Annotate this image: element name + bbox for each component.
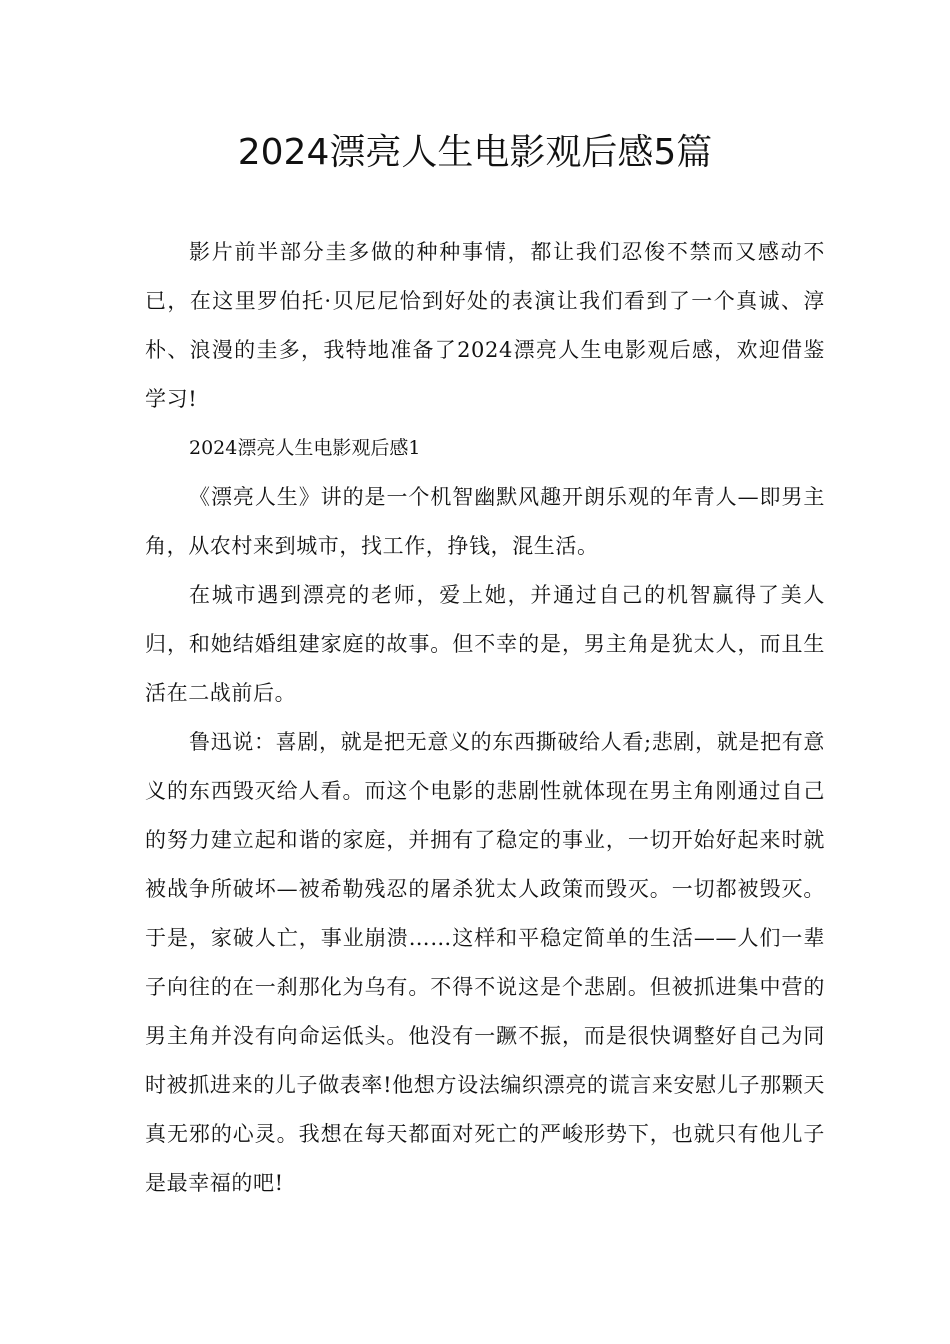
body-paragraph: 鲁迅说：喜剧，就是把无意义的东西撕破给人看;悲剧，就是把有意义的东西毁灭给人看。而这个电影的悲剧性就体现在男主角刚通过自己的努力建立起和谐的家庭，并拥有了稳定的事业，一切开始好起来时就被战争所破坏—被希勒残忍的屠杀犹太人政策而毁灭。一切都被毁灭。于是，家破人亡，事业崩溃……这样和平稳定简单的生活——人们一辈子向往的在一刹那化为乌有。不得不说这是个悲剧。但被抓进集中营的男主角并没有向命运低头。他没有一蹶不振，而是很快调整好自己为同时被抓进来的儿子做表率!他想方设法编织漂亮的谎言来安慰儿子那颗天真无邪的心灵。我想在每天都面对死亡的严峻形势下，也就只有他儿子是最幸福的吧!	[145, 730, 825, 1195]
section-heading: 2024漂亮人生电影观后感1	[189, 437, 421, 459]
intro-paragraph: 影片前半部分圭多做的种种事情，都让我们忍俊不禁而又感动不已，在这里罗伯托·贝尼尼恰到好处的表演让我们看到了一个真诚、淳朴、浪漫的圭多，我特地准备了2024漂亮人生电影观后感，欢迎借鉴学习!	[145, 240, 825, 411]
body-paragraph: 在城市遇到漂亮的老师，爱上她，并通过自己的机智赢得了美人归，和她结婚组建家庭的故事。但不幸的是，男主角是犹太人，而且生活在二战前后。	[145, 583, 825, 705]
document-title: 2024漂亮人生电影观后感5篇	[237, 132, 713, 173]
body-paragraph: 《漂亮人生》讲的是一个机智幽默风趣开朗乐观的年青人—即男主角，从农村来到城市，找工作，挣钱，混生活。	[145, 485, 825, 558]
document-body	[145, 228, 825, 1208]
